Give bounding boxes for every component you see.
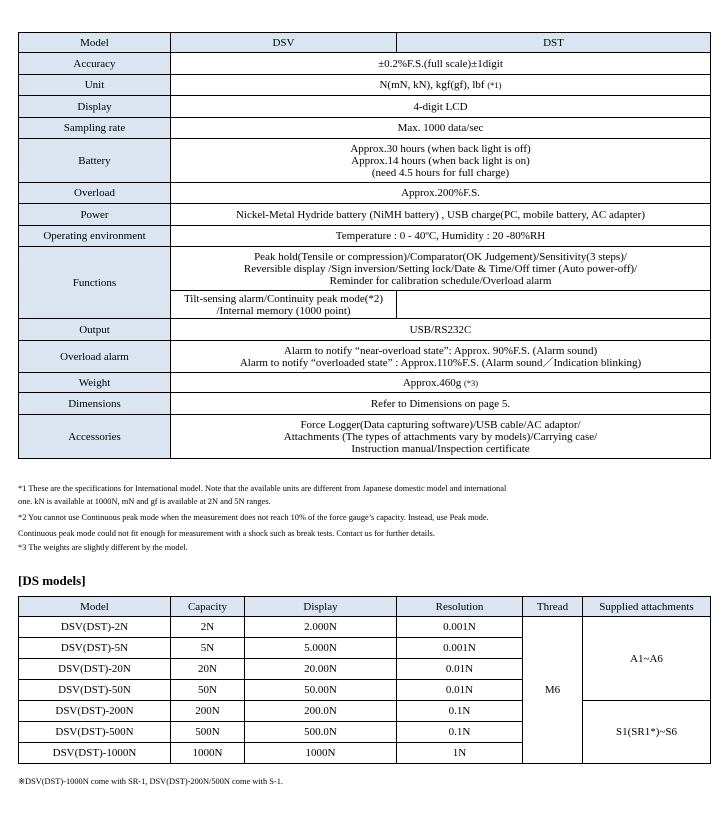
row-label: Accuracy — [19, 53, 171, 75]
row-value — [171, 139, 711, 183]
cell-display: 1000N — [245, 743, 397, 764]
section-title: [DS models] — [18, 573, 86, 588]
header-dsv: DSV — [171, 33, 397, 53]
cell-attachments-a: A1~A6 — [583, 617, 711, 701]
functions-dsv-only — [171, 291, 397, 319]
header-dst: DST — [397, 33, 711, 53]
battery-line: Approx.14 hours (when back light is on) — [351, 154, 530, 167]
weight-value: Approx.460g — [402, 376, 462, 389]
cell-model: DSV(DST)-20N — [19, 659, 171, 680]
cell-model: DSV(DST)-5N — [19, 638, 171, 659]
row-value: Max. 1000 data/sec — [171, 118, 711, 139]
accessories-line: Force Logger(Data capturing software)/USB cable/AC adaptor/ — [300, 418, 581, 431]
functions-line: Reminder for calibration schedule/Overload alarm — [329, 274, 552, 287]
cell-resolution: 0.01N — [397, 659, 523, 680]
row-value: USB/RS232C — [171, 319, 711, 341]
cell-capacity: 1000N — [171, 743, 245, 764]
row-value: ±0.2%F.S.(full scale)±1digit — [171, 53, 711, 75]
cell-display: 50.00N — [245, 680, 397, 701]
cell-resolution: 0.001N — [397, 617, 523, 638]
row-overload — [19, 183, 711, 204]
alarm-line: Alarm to notify “near-overload state”: Approx. 90%F.S. (Alarm sound) — [283, 344, 598, 357]
spec-header-row — [19, 33, 711, 53]
row-label: Accessories — [19, 415, 171, 459]
row-value: Nickel-Metal Hydride battery (NiMH battery) , USB charge(PC, mobile battery, AC adapter) — [171, 204, 711, 226]
cell-display: 2.000N — [245, 617, 397, 638]
row-label: Operating environment — [19, 226, 171, 247]
row-label: Output — [19, 319, 171, 341]
row-dimensions — [19, 393, 711, 415]
unit-note: (*1) — [487, 80, 502, 90]
cell-display: 20.00N — [245, 659, 397, 680]
weight-note: (*3) — [463, 377, 479, 388]
note-line: *3 The weights are slightly different by the model. — [18, 543, 188, 552]
row-label: Weight — [19, 373, 171, 393]
cell-capacity: 5N — [171, 638, 245, 659]
accessories-line: Attachments (The types of attachments vary by models)/Carrying case/ — [283, 430, 598, 443]
cell-capacity: 500N — [171, 722, 245, 743]
cell-resolution: 0.001N — [397, 638, 523, 659]
cell-display: 5.000N — [245, 638, 397, 659]
row-value — [171, 341, 711, 373]
cell-model: DSV(DST)-500N — [19, 722, 171, 743]
header-model: Model — [19, 33, 171, 53]
cell-thread: M6 — [523, 617, 583, 764]
cell-model: DSV(DST)-50N — [19, 680, 171, 701]
row-label: Overload alarm — [19, 341, 171, 373]
row-accessories — [19, 415, 711, 459]
functions-common — [171, 247, 711, 291]
row-label: Overload — [19, 183, 171, 204]
row-value — [171, 373, 711, 393]
row-output — [19, 319, 711, 341]
ds-header-thread: Thread — [523, 597, 583, 617]
ds-header-display: Display — [245, 597, 397, 617]
row-sampling — [19, 118, 711, 139]
battery-line: Approx.30 hours (when back light is off) — [350, 142, 531, 155]
row-weight — [19, 373, 711, 393]
row-value — [171, 415, 711, 459]
cell-resolution: 0.1N — [397, 722, 523, 743]
alarm-line: Alarm to notify “overloaded state” : Approx.110%F.S. (Alarm sound／Indication blinking) — [239, 356, 642, 369]
ds-header-row — [19, 597, 711, 617]
cell-capacity: 50N — [171, 680, 245, 701]
cell-resolution: 1N — [397, 743, 523, 764]
row-environment — [19, 226, 711, 247]
cell-display: 500.0N — [245, 722, 397, 743]
row-value: Temperature : 0 - 40ºC, Humidity : 20 -80%RH — [171, 226, 711, 247]
row-label: Functions — [19, 247, 171, 319]
cell-model: DSV(DST)-2N — [19, 617, 171, 638]
ds-header-attachments: Supplied attachments — [583, 597, 711, 617]
note-line: Continuous peak mode could not fit enough for measurement with a shock such as break tests. Contact us for further details. — [18, 529, 435, 538]
row-label: Dimensions — [19, 393, 171, 415]
ds-header-resolution: Resolution — [397, 597, 523, 617]
functions-dst-empty — [397, 291, 711, 319]
row-value: 4-digit LCD — [171, 96, 711, 118]
cell-capacity: 2N — [171, 617, 245, 638]
unit-value: N(mN, kN), kgf(gf), lbf — [379, 79, 485, 91]
row-value — [171, 75, 711, 96]
functions-line: Reversible display /Sign inversion/Setting lock/Date & Time/Off timer (Auto power-off)/ — [243, 262, 638, 275]
row-value: Refer to Dimensions on page 5. — [171, 393, 711, 415]
row-functions — [19, 247, 711, 291]
row-value: Approx.200%F.S. — [171, 183, 711, 204]
row-label: Display — [19, 96, 171, 118]
spec-table — [18, 32, 711, 459]
battery-line: (need 4.5 hours for full charge) — [371, 166, 510, 179]
cell-display: 200.0N — [245, 701, 397, 722]
row-display — [19, 96, 711, 118]
cell-capacity: 20N — [171, 659, 245, 680]
ds-footnote: ※DSV(DST)-1000N come with SR-1, DSV(DST)-200N/500N come with S-1. — [18, 777, 283, 786]
accessories-line: Instruction manual/Inspection certificate — [351, 442, 530, 455]
row-overload-alarm — [19, 341, 711, 373]
row-label: Sampling rate — [19, 118, 171, 139]
note-line: *2 You cannot use Continuous peak mode when the measurement does not reach 10% of the force gauge’s capacity. Instead, use Peak mode. — [18, 513, 489, 522]
ds-models-table — [18, 596, 711, 764]
note-line: *1 These are the specifications for International model. Note that the available units are different from Japanese domestic model and international — [18, 484, 507, 493]
row-label: Power — [19, 204, 171, 226]
functions-line: Peak hold(Tensile or compression)/Comparator(OK Judgement)/Sensitivity(3 steps)/ — [254, 250, 627, 263]
row-power — [19, 204, 711, 226]
row-battery — [19, 139, 711, 183]
cell-attachments-s: S1(SR1*)~S6 — [583, 701, 711, 764]
functions-dsv-line: /Internal memory (1000 point) — [216, 304, 351, 317]
table-row — [19, 701, 711, 722]
table-row — [19, 617, 711, 638]
row-unit — [19, 75, 711, 96]
ds-header-model: Model — [19, 597, 171, 617]
note-line: one. kN is available at 1000N, mN and gf is available at 2N and 5N ranges. — [18, 497, 271, 506]
cell-resolution: 0.1N — [397, 701, 523, 722]
row-accuracy — [19, 53, 711, 75]
cell-capacity: 200N — [171, 701, 245, 722]
cell-resolution: 0.01N — [397, 680, 523, 701]
functions-dsv-line: Tilt-sensing alarm/Continuity peak mode(*2) — [183, 292, 384, 305]
ds-header-capacity: Capacity — [171, 597, 245, 617]
row-label: Unit — [19, 75, 171, 96]
cell-model: DSV(DST)-1000N — [19, 743, 171, 764]
row-label: Battery — [19, 139, 171, 183]
cell-model: DSV(DST)-200N — [19, 701, 171, 722]
